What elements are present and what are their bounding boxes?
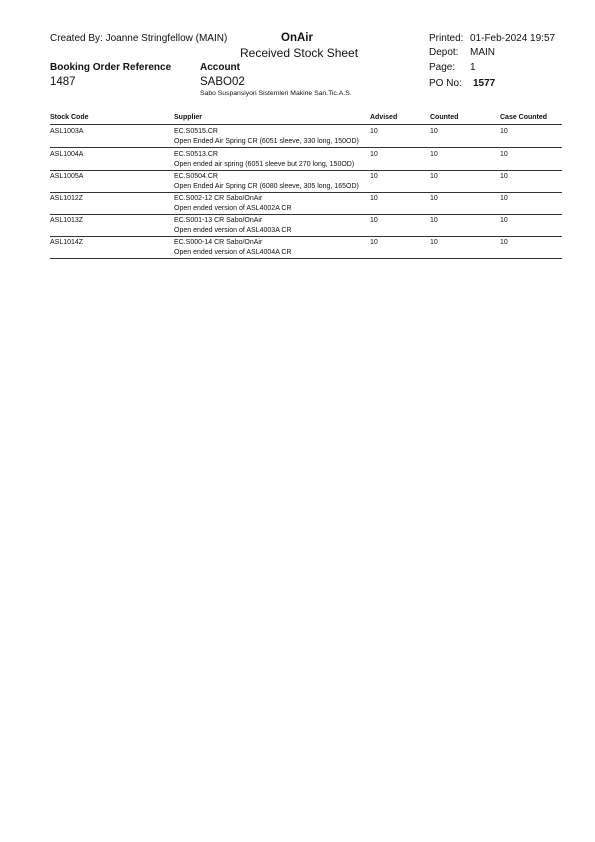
booking-ref-value: 1487 [50, 76, 76, 88]
booking-ref-label: Booking Order Reference [50, 62, 172, 73]
supplier-cell [174, 127, 359, 147]
stock-code: ASL1013Z [50, 217, 84, 224]
supplier-code: EC.S0513.CR [174, 151, 218, 158]
advised-value: 10 [370, 173, 378, 180]
printed-label: Printed: [429, 33, 464, 44]
depot-value: MAIN [470, 47, 495, 58]
account-label: Account [200, 62, 240, 73]
created-by: Created By: Joanne Stringfellow (MAIN) [50, 33, 228, 44]
item-description: Open Ended Air Spring CR (6051 sleeve, 330 long, 150OD) [174, 138, 359, 145]
row-rule [50, 170, 562, 171]
supplier-code: EC.S000-14 CR Sabo/OnAir [174, 239, 263, 246]
page-value: 1 [470, 62, 476, 73]
supplier-code: EC.S001-13 CR Sabo/OnAir [174, 217, 263, 224]
item-description: Open Ended Air Spring CR (6080 sleeve, 305 long, 165OD) [174, 183, 359, 190]
header-rule [50, 124, 562, 125]
row-rule [50, 258, 562, 259]
item-description: Open ended version of ASL4002A CR [174, 205, 292, 212]
po-value: 1577 [473, 78, 496, 89]
col-advised: Advised [370, 114, 398, 121]
row-rule [50, 192, 562, 193]
advised-value: 10 [370, 128, 378, 135]
stock-code: ASL1004A [50, 151, 84, 158]
stock-code: ASL1012Z [50, 195, 84, 202]
table-row [0, 238, 595, 260]
stock-code: ASL1005A [50, 173, 84, 180]
page-label: Page: [429, 62, 456, 73]
stock-code: ASL1014Z [50, 239, 84, 246]
col-supplier: Supplier [174, 114, 203, 121]
supplier-cell [174, 238, 292, 258]
advised-value: 10 [370, 217, 378, 224]
item-description: Open ended version of ASL4004A CR [174, 249, 292, 256]
po-label: PO No: [429, 78, 462, 89]
counted-value: 10 [430, 195, 438, 202]
counted-value: 10 [430, 151, 438, 158]
table-row [0, 127, 595, 149]
supplier-code: EC.S0504.CR [174, 173, 218, 180]
case-counted-value: 10 [500, 239, 508, 246]
account-code: SABO02 [200, 76, 245, 88]
printed-value: 01-Feb-2024 19:57 [470, 33, 556, 44]
counted-value: 10 [430, 239, 438, 246]
item-description: Open ended version of ASL4003A CR [174, 227, 292, 234]
col-stock-code: Stock Code [50, 114, 89, 121]
row-rule [50, 147, 562, 148]
table-row [0, 216, 595, 238]
supplier-cell [174, 172, 359, 192]
counted-value: 10 [430, 217, 438, 224]
table-row [0, 172, 595, 194]
counted-value: 10 [430, 173, 438, 180]
col-counted: Counted [430, 114, 459, 121]
case-counted-value: 10 [500, 217, 508, 224]
sheet-title: Received Stock Sheet [240, 46, 359, 60]
supplier-code: EC.S002-12 CR Sabo/OnAir [174, 195, 263, 202]
stock-code: ASL1003A [50, 128, 84, 135]
case-counted-value: 10 [500, 128, 508, 135]
depot-label: Depot: [429, 47, 459, 58]
supplier-cell [174, 194, 292, 214]
supplier-cell [174, 216, 292, 236]
case-counted-value: 10 [500, 195, 508, 202]
case-counted-value: 10 [500, 151, 508, 158]
brand-name: OnAir [281, 32, 313, 44]
case-counted-value: 10 [500, 173, 508, 180]
counted-value: 10 [430, 128, 438, 135]
row-rule [50, 214, 562, 215]
table-row [0, 150, 595, 172]
advised-value: 10 [370, 239, 378, 246]
table-row [0, 194, 595, 216]
supplier-cell [174, 150, 354, 170]
supplier-code: EC.S0515.CR [174, 128, 218, 135]
row-rule [50, 236, 562, 237]
item-description: Open ended air spring (6051 sleeve but 270 long, 150OD) [174, 161, 355, 168]
col-case-counted: Case Counted [500, 114, 548, 121]
advised-value: 10 [370, 151, 378, 158]
advised-value: 10 [370, 195, 378, 202]
account-name: Sabo Suspansiyon Sistemleri Makine San.Tic.A.S. [200, 90, 352, 97]
